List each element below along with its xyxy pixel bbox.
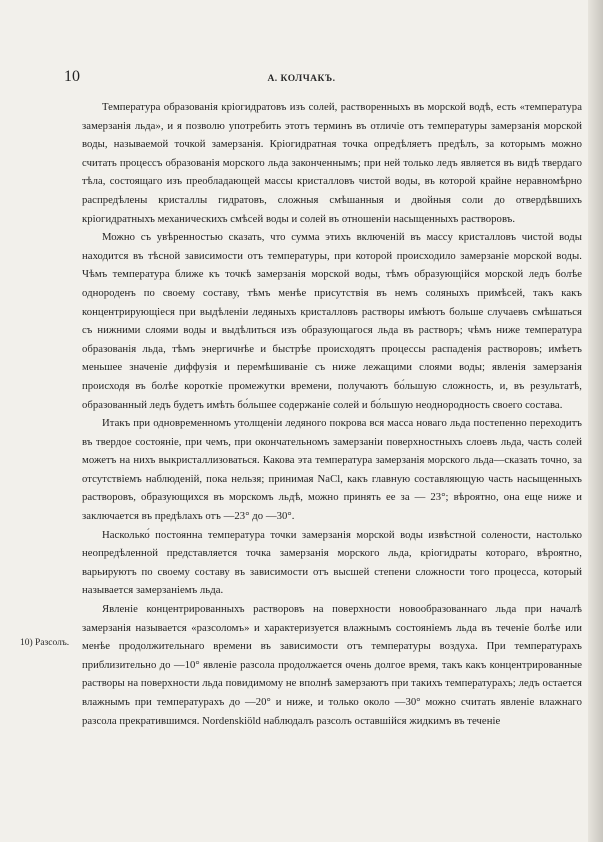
body-text: [82, 98, 582, 730]
running-head: А. КОЛЧАКЪ.: [267, 74, 336, 84]
page-number: 10: [64, 68, 80, 85]
paragraph: Можно съ увѣренностью сказать, что сумма этихъ включеній въ массу кристалловъ чистой воды находится въ тѣсной зависимости отъ температуры, при которой происходило замерзаніе морской воды. Чѣмъ температура ближе къ точкѣ замерзанія морской воды, тѣмъ образующійся морской ледъ болѣе однороденъ по своему составу, тѣмъ менѣе присутствія въ немъ соляныхъ примѣсей, такъ какъ концентрирующіеся при выдѣленіи ледяныхъ кристалловъ растворы имѣютъ больше случаевъ смѣшаться съ нижними слоями воды и выдѣлиться изъ образующагося льда въ растворъ; чѣмъ ниже температура образованія льда, тѣмъ энергичнѣе и быстрѣе происходятъ процессы распаденія растворовъ; имѣетъ меньшее значеніе диффузія и перемѣшиваніе съ ниже лежащими слоями воды; явленія замерзанія происходя въ болѣе короткіе промежутки времени, получаютъ бо́льшую сложность, и, въ результатѣ, образованный ледъ будетъ имѣть бо́льшее содержаніе солей и бо́льшую неоднородность своего состава.: [82, 231, 582, 411]
paragraph: Температура образованія кріогидратовъ изъ солей, растворенныхъ въ морской водѣ, есть «температура замерзанія льда», и я позволю употребить этотъ терминъ въ отличіе отъ температуры замерзанія морской воды, называемой точкой замерзанія. Кріогидратная точка опредѣляетъ предѣлъ, за которымъ можно считать процессъ образованія морского льда законченнымъ; при ней только ледъ является въ видѣ твердаго тѣла, состоящаго изъ преобладающей массы кристалловъ чистой воды, въ которой крайне неравномѣрно распредѣлены кристаллы гидратовъ, сложныя смѣшанныя и двойныя соли до отвердѣвшихъ кріогидратныхъ механическихъ смѣсей воды и солей въ отношеніи насыщенныхъ растворовъ.: [82, 101, 582, 225]
paragraph: Итакъ при одновременномъ утолщеніи ледяного покрова вся масса новаго льда постепенно переходитъ въ твердое состояніе, при чемъ, при окончательномъ замерзаніи поверхностныхъ слоевъ льда, часть солей можетъ на нихъ выкристаллизоваться. Какова эта температура замерзанія морского льда—сказать точно, за отсутствіемъ наблюденій, пока нельзя; принимая NaCl, какъ главную составляющую часть насыщенныхъ растворовъ, образующихся въ морскомъ льдѣ, можно принять ее за — 23°; вѣроятно, она еще ниже и заключается въ предѣлахъ отъ —23° до —30°.: [82, 417, 582, 523]
paragraph: Насколько́ постоянна температура точки замерзанія морской воды извѣстной солености, настолько неопредѣленной представляется точка замерзанія морского льда, кріогидраты котораго, вѣроятно, варьируютъ по своему составу въ зависимости отъ высшей степени сложности того процесса, который называется замерзаніемъ льда.: [82, 528, 582, 597]
paragraph: Явленіе концентрированныхъ растворовъ на поверхности новообразованнаго льда при началѣ замерзанія называется «разсоломъ» и характеризуется влажнымъ состояніемъ льда въ теченіе болѣе или менѣе продолжительнаго времени въ зависимости отъ температуры воздуха. При температурахъ приблизительно до —10° явленіе разсола продолжается очень долгое время, такъ какъ концентрированные растворы на поверхности льда повидимому не вполнѣ замерзаютъ при такихъ температурахъ; ледъ остается влажнымъ при температурахъ до —20° и ниже, и только около —30° можно считать явленіе влажнаго разсола прекратившимся. Nordenskiöld наблюдалъ разсолъ оставшійся жидкимъ въ теченіе: [82, 603, 582, 727]
margin-note: 10) Разсолъ.: [20, 638, 70, 648]
page-edge-shadow: [588, 0, 603, 842]
